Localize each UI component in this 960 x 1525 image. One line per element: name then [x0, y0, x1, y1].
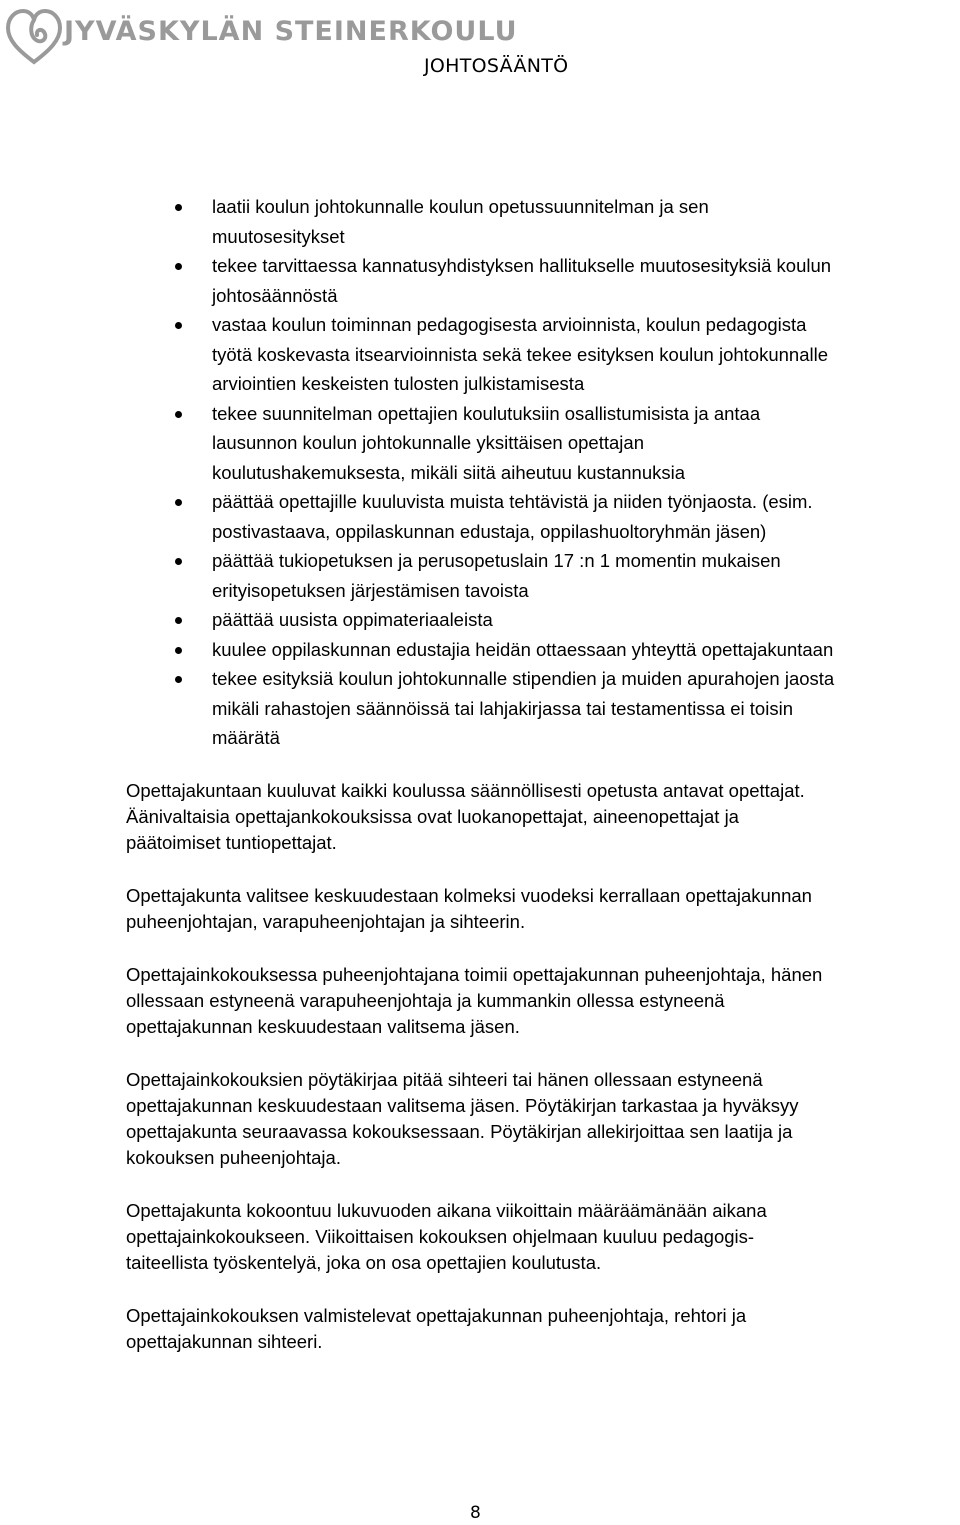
paragraph-line: ollessaan estyneenä varapuheenjohtaja ja kummankin ollessa estyneenä: [126, 990, 725, 1011]
bullet-line: tekee suunnitelman opettajien koulutuksiin osallistumisista ja antaa: [212, 402, 761, 424]
bullet-line: päättää uusista oppimateriaaleista: [212, 609, 493, 630]
paragraph-line: Opettajainkokouksien pöytäkirjaa pitää sihteeri tai hänen ollessaan estyneenä: [126, 1069, 763, 1090]
bullet-line: tekee esityksiä koulun johtokunnalle stipendien ja muiden apurahojen jaosta: [212, 668, 835, 689]
bullet-item: [165, 192, 960, 251]
bullet-dot-icon: [175, 263, 182, 270]
bullet-item: [165, 664, 960, 753]
bullet-item: [165, 310, 960, 399]
bullet-line: johtosäännöstä: [212, 284, 338, 306]
paragraph-line: Opettajakuntaan kuuluvat kaikki koulussa säännöllisesti opetusta antavat opettajat.: [126, 780, 805, 801]
bullet-line: muutosesitykset: [212, 225, 345, 247]
bullet-line: työtä koskevasta itsearvioinnista sekä tekee esityksen koulun johtokunnalle: [212, 343, 828, 365]
bullet-line: vastaa koulun toiminnan pedagogisesta arvioinnista, koulun pedagogista: [212, 314, 807, 335]
paragraph: [126, 883, 960, 935]
body-paragraphs: [126, 778, 960, 1382]
bullet-line: kuulee oppilaskunnan edustajia heidän ottaessaan yhteyttä opettajakuntaan: [212, 638, 834, 660]
document-title: JOHTOSÄÄNTÖ: [424, 55, 569, 77]
paragraph-line: Opettajainkokouksessa puheenjohtajana toimii opettajakunnan puheenjohtaja, hänen: [126, 964, 823, 985]
bullet-line: päättää tukiopetuksen ja perusopetuslain 17 :n 1 momentin mukaisen: [212, 550, 781, 571]
bullet-dot-icon: [175, 558, 182, 565]
bullet-dot-icon: [175, 411, 182, 418]
bullet-dot-icon: [175, 204, 182, 211]
heart-swirl-logo-icon: [4, 2, 64, 68]
paragraph-line: taiteellista työskentelyä, joka on osa opettajien koulutusta.: [126, 1252, 602, 1273]
paragraph-line: opettajakunnan keskuudestaan valitsema jäsen. Pöytäkirjan tarkastaa ja hyväksyy: [126, 1095, 799, 1116]
paragraph: [126, 1303, 960, 1355]
page-number: 8: [470, 1503, 481, 1523]
school-name: JYVÄSKYLÄN STEINERKOULU: [64, 16, 518, 47]
paragraph-line: opettajakunta seuraavassa kokouksessaan. Pöytäkirjan allekirjoittaa sen laatija ja: [126, 1121, 793, 1142]
bullet-line: erityisopetuksen järjestämisen tavoista: [212, 579, 529, 601]
bullet-line: tekee tarvittaessa kannatusyhdistyksen hallitukselle muutosesityksiä koulun: [212, 255, 832, 276]
paragraph-line: Opettajakunta kokoontuu lukuvuoden aikana viikoittain määräämänään aikana: [126, 1200, 767, 1221]
paragraph: [126, 778, 960, 856]
paragraph-line: opettajakunnan sihteeri.: [126, 1331, 323, 1352]
bullet-line: laatii koulun johtokunnalle koulun opetussuunnitelman ja sen: [212, 196, 709, 217]
bullet-dot-icon: [175, 617, 182, 624]
duties-bullet-list: [165, 192, 960, 753]
paragraph-line: opettajakunnan keskuudestaan valitsema jäsen.: [126, 1016, 520, 1037]
bullet-item: [165, 399, 960, 488]
paragraph-line: Opettajakunta valitsee keskuudestaan kolmeksi vuodeksi kerrallaan opettajakunnan: [126, 885, 812, 906]
paragraph: [126, 962, 960, 1040]
bullet-line: lausunnon koulun johtokunnalle yksittäisen opettajan: [212, 432, 644, 453]
bullet-item: [165, 605, 960, 635]
page-header: [0, 0, 960, 90]
paragraph-line: opettajainkokoukseen. Viikoittaisen kokouksen ohjelmaan kuuluu pedagogis-: [126, 1226, 755, 1247]
bullet-item: [165, 635, 960, 665]
bullet-item: [165, 251, 960, 310]
paragraph: [126, 1198, 960, 1276]
bullet-dot-icon: [175, 676, 182, 683]
paragraph-line: Opettajainkokouksen valmistelevat opettajakunnan puheenjohtaja, rehtori ja: [126, 1305, 747, 1326]
bullet-line: postivastaava, oppilaskunnan edustaja, oppilashuoltoryhmän jäsen): [212, 520, 767, 542]
bullet-dot-icon: [175, 322, 182, 329]
bullet-line: mikäli rahastojen säännöissä tai lahjakirjassa tai testamentissa ei toisin: [212, 697, 793, 719]
paragraph-line: Äänivaltaisia opettajankokouksissa ovat luokanopettajat, aineenopettajat ja: [126, 806, 739, 827]
paragraph-line: päätoimiset tuntiopettajat.: [126, 832, 337, 853]
paragraph: [126, 1067, 960, 1171]
bullet-line: arviointien keskeisten tulosten julkistamisesta: [212, 373, 585, 394]
paragraph-line: kokouksen puheenjohtaja.: [126, 1147, 341, 1168]
bullet-dot-icon: [175, 499, 182, 506]
bullet-line: päättää opettajille kuuluvista muista tehtävistä ja niiden työnjaosta. (esim.: [212, 491, 813, 512]
bullet-line: koulutushakemuksesta, mikäli siitä aiheutuu kustannuksia: [212, 461, 686, 483]
bullet-item: [165, 546, 960, 605]
paragraph-line: puheenjohtajan, varapuheenjohtajan ja sihteerin.: [126, 911, 526, 932]
bullet-item: [165, 487, 960, 546]
bullet-dot-icon: [175, 647, 182, 654]
bullet-line: määrätä: [212, 727, 280, 748]
